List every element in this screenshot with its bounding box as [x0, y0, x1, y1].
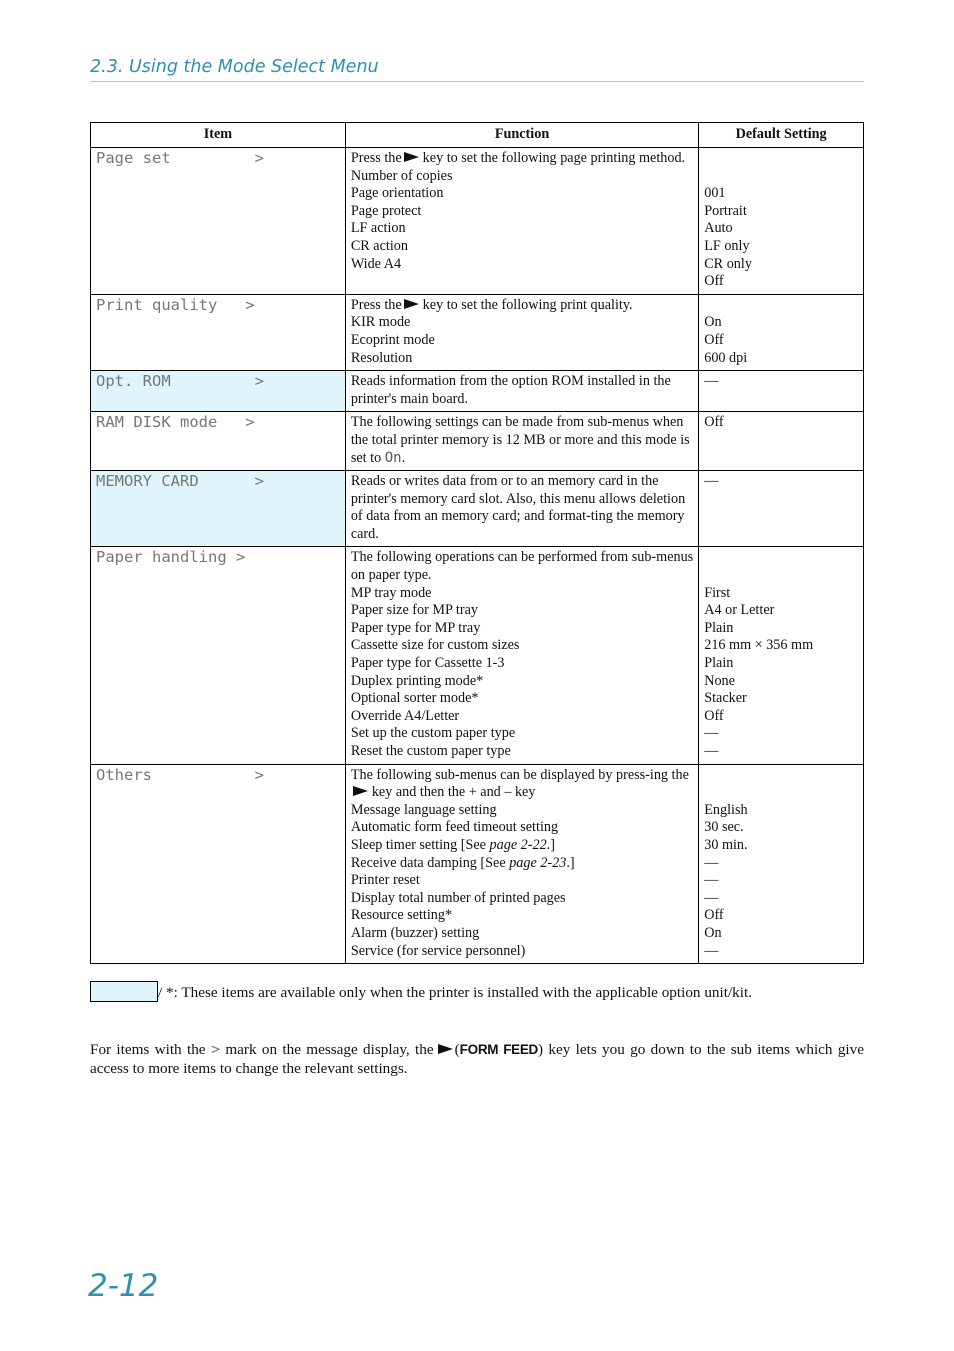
function-cell: The following settings can be made from sub-menus when the total printer memory is 12 MB or more and this mode is set to On. [345, 412, 698, 471]
default-cell: — [699, 371, 864, 412]
table-header-row [91, 123, 864, 148]
table-row-others [91, 764, 864, 964]
function-cell: The following sub-menus can be displayed by press-ing the key and then the + and – key Message language setting Automatic form feed timeout setting Sleep timer setting [See page 2-22.] Receive data damping [See page 2-23.] Printer reset Display total number of printed pages Resource setting* Alarm (buzzer) setting Service (for service personnel) [345, 764, 698, 964]
item-cell: Page set > [91, 148, 346, 295]
highlight-legend-swatch [90, 981, 158, 1002]
default-cell: 001 Portrait Auto LF only CR only Off [699, 148, 864, 295]
form-feed-key-label: FORM FEED [459, 1042, 538, 1057]
function-cell: Reads or writes data from or to an memory card in the printer's memory card slot. Also, this menu allows deletion of data from an memory card; and format-ting the memory card. [345, 471, 698, 547]
note-paragraph: For items with the > mark on the message display, the (FORM FEED) key lets you go down to the sub items which give access to more items to change the relevant settings. [90, 1040, 864, 1077]
default-cell: English 30 sec. 30 min. — — — Off On — [699, 764, 864, 964]
function-cell: Press the key to set the following print quality. KIR mode Ecoprint mode Resolution [345, 294, 698, 370]
item-cell: Print quality > [91, 294, 346, 370]
table-row-paper-handling [91, 547, 864, 764]
submenu-mark-icon: > [210, 1040, 221, 1058]
default-cell: Off [699, 412, 864, 471]
page-number: 2-12 [88, 1268, 159, 1304]
mode-select-table [90, 122, 864, 964]
default-cell: — [699, 471, 864, 547]
column-header-function: Function [345, 123, 698, 148]
item-cell: MEMORY CARD > [91, 471, 346, 547]
function-cell: Press the key to set the following page printing method. Number of copies Page orientation Page protect LF action CR action Wide A4 [345, 148, 698, 295]
function-cell: Reads information from the option ROM installed in the printer's main board. [345, 371, 698, 412]
function-cell: The following operations can be performed from sub-menus on paper type. MP tray mode Paper size for MP tray Paper type for MP tray Cassette size for custom sizes Paper type for Cassette 1-3 Duplex printing mode* Optional sorter mode* Override A4/Letter Set up the custom paper type Reset the custom paper type [345, 547, 698, 764]
section-header: 2.3. Using the Mode Select Menu [90, 57, 864, 82]
table-row-page-set [91, 148, 864, 295]
default-cell: First A4 or Letter Plain 216 mm × 356 mm Plain None Stacker Off — — [699, 547, 864, 764]
right-arrow-icon [438, 1044, 453, 1054]
item-cell: Opt. ROM > [91, 371, 346, 412]
default-cell: On Off 600 dpi [699, 294, 864, 370]
table-row-memory-card [91, 471, 864, 547]
item-cell: Paper handling > [91, 547, 346, 764]
right-arrow-icon [404, 299, 419, 309]
right-arrow-icon [404, 152, 419, 162]
item-cell: RAM DISK mode > [91, 412, 346, 471]
table-row-opt-rom [91, 371, 864, 412]
table-row-print-quality [91, 294, 864, 370]
footnote-text: / *: These items are available only when the printer is installed with the applicable option unit/kit. [158, 984, 752, 1001]
right-arrow-icon [353, 786, 368, 796]
column-header-default: Default Setting [699, 123, 864, 148]
column-header-item: Item [91, 123, 346, 148]
item-cell: Others > [91, 764, 346, 964]
footnote [90, 981, 864, 1002]
table-row-ram-disk-mode [91, 412, 864, 471]
